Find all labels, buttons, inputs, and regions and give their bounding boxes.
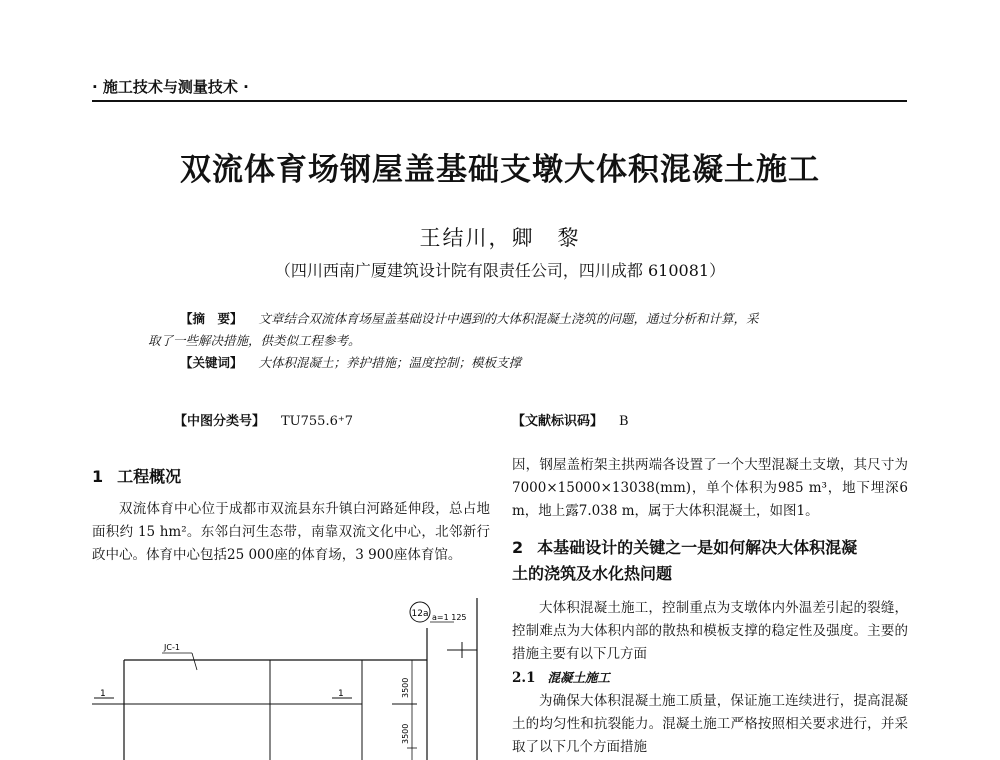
document-code-label: 【文献标识码】 bbox=[512, 414, 604, 429]
abstract-text-2: 取了一些解决措施，供类似工程参考。 bbox=[148, 333, 361, 348]
section-2-paragraph: 大体积混凝土施工，控制重点为支墩体内外温差引起的裂缝，控制难点为大体积内部的散热和模板支撑的稳定性及强度。主要的措施主要有以下几方面 bbox=[512, 600, 908, 662]
dim-top-label: a=1 125 bbox=[432, 613, 467, 622]
section-1-title: 工程概况 bbox=[117, 467, 182, 486]
subsection-2-1-title: 混凝土施工 bbox=[547, 670, 611, 685]
running-header: · 施工技术与测量技术 · bbox=[92, 78, 249, 96]
subsection-2-1-paragraph: 为确保大体积混凝土施工质量，保证施工连续进行，提高混凝土的均匀性和抗裂能力。混凝土施工严格按照相关要求进行，并采取了以下几个方面措施 bbox=[512, 693, 908, 755]
section-2-heading-line-1: 2 本基础设计的关键之一是如何解决大体积混凝 bbox=[512, 538, 858, 557]
section-1-paragraph: 双流体育中心位于成都市双流县东升镇白河路延伸段，总占地面积约 15 hm²。东邻白河生态带，南靠双流文化中心，北邻新行政中心。体育中心包括25 000座的体育场，3 900座体育馆。 bbox=[92, 501, 490, 563]
affiliation: （四川西南广厦建筑设计院有限责任公司，四川成都 610081） bbox=[274, 261, 726, 280]
figure-1-drawing bbox=[92, 598, 492, 760]
keywords-line bbox=[148, 352, 860, 374]
jc-leader bbox=[192, 653, 197, 670]
document-code-value: B bbox=[619, 414, 629, 429]
abstract-label: 【摘 要】 bbox=[180, 311, 243, 326]
subsection-2-1-heading bbox=[512, 666, 908, 690]
classification-label: 【中图分类号】 bbox=[174, 414, 266, 429]
classification-value: TU755.6⁺7 bbox=[281, 414, 353, 429]
section-1-number: 1 bbox=[92, 467, 104, 486]
section-2-heading-line-2: 土的浇筑及水化热问题 bbox=[512, 564, 673, 583]
header-rule bbox=[92, 100, 907, 102]
dim-vertical-2: 3500 bbox=[401, 723, 410, 744]
section-1-heading bbox=[92, 464, 490, 490]
section-2-number: 2 bbox=[512, 538, 524, 557]
keywords-label: 【关键词】 bbox=[180, 355, 243, 370]
right-column bbox=[512, 454, 908, 759]
abstract-block bbox=[148, 308, 860, 374]
document-code bbox=[512, 410, 629, 429]
paper-title: 双流体育场钢屋盖基础支墩大体积混凝土施工 bbox=[180, 152, 820, 188]
jc-label: JC-1 bbox=[164, 643, 180, 652]
abstract-line-1 bbox=[148, 308, 860, 330]
section-mark-left: 1 bbox=[100, 689, 106, 699]
subsection-2-1-number: 2.1 bbox=[512, 670, 536, 686]
right-paragraph-continued: 因，钢屋盖桁架主拱两端各设置了一个大型混凝土支墩，其尺寸为7000×15000×13038(mm)，单个体积为985 m³，地下埋深6 m，地上露7.038 m，属于大体积混凝土，如图1。 bbox=[512, 457, 908, 519]
abstract-text-1: 文章结合双流体育场屋盖基础设计中遇到的大体积混凝土浇筑的问题，通过分析和计算，采 bbox=[258, 311, 759, 326]
classification-number bbox=[174, 410, 353, 429]
section-mark-right: 1 bbox=[338, 689, 344, 699]
authors: 王结川，卿 黎 bbox=[419, 226, 581, 250]
axis-bubble-label: 12a bbox=[411, 609, 429, 619]
dim-vertical-1: 3500 bbox=[401, 677, 410, 698]
keywords-text: 大体积混凝土；养护措施；温度控制；模板支撑 bbox=[258, 355, 522, 370]
section-2-heading bbox=[512, 535, 908, 587]
left-column bbox=[92, 464, 490, 567]
